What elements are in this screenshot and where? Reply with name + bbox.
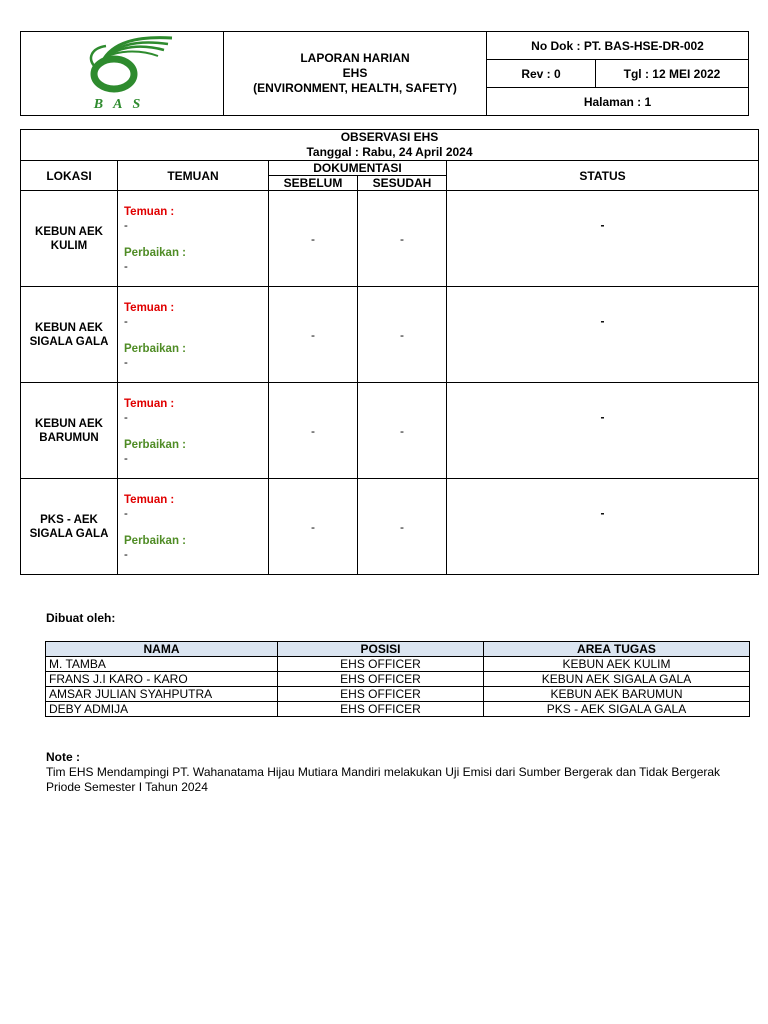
posisi-cell: EHS OFFICER <box>278 672 484 687</box>
location-cell: KEBUN AEK KULIM <box>21 191 118 287</box>
col-temuan: TEMUAN <box>118 161 269 191</box>
status-cell: - <box>447 287 759 383</box>
table-row <box>21 191 759 287</box>
finding-cell <box>118 191 269 287</box>
posisi-cell: EHS OFFICER <box>278 657 484 672</box>
nama-cell: FRANS J.I KARO - KARO <box>46 672 278 687</box>
area-cell: PKS - AEK SIGALA GALA <box>484 702 750 717</box>
observation-table <box>20 129 759 575</box>
table-row <box>21 479 759 575</box>
table-row <box>21 287 759 383</box>
table-row <box>21 383 759 479</box>
sebelum-cell: - <box>269 479 358 575</box>
sesudah-cell: - <box>358 191 447 287</box>
finding-cell <box>118 287 269 383</box>
perbaikan-value: - <box>124 261 128 273</box>
title-line-3: (ENVIRONMENT, HEALTH, SAFETY) <box>253 81 457 95</box>
revision: Rev : 0 <box>487 60 596 88</box>
temuan-value: - <box>124 220 128 232</box>
table-row <box>46 702 750 717</box>
company-logo <box>62 32 182 112</box>
posisi-cell: EHS OFFICER <box>278 687 484 702</box>
sebelum-cell: - <box>269 383 358 479</box>
col-nama: NAMA <box>46 642 278 657</box>
title-line-2: EHS <box>342 66 368 80</box>
sebelum-cell: - <box>269 287 358 383</box>
nama-cell: DEBY ADMIJA <box>46 702 278 717</box>
area-cell: KEBUN AEK KULIM <box>484 657 750 672</box>
perbaikan-value: - <box>124 453 128 465</box>
col-sebelum: SEBELUM <box>269 176 358 191</box>
signatory-header-row <box>46 642 750 657</box>
status-cell: - <box>447 479 759 575</box>
sebelum-cell: - <box>269 191 358 287</box>
status-cell: - <box>447 191 759 287</box>
col-posisi: POSISI <box>278 642 484 657</box>
table-row <box>46 657 750 672</box>
sesudah-cell: - <box>358 479 447 575</box>
logo-text: BAS <box>93 97 151 112</box>
logo-cell <box>21 32 224 116</box>
finding-cell <box>118 383 269 479</box>
doc-date: Tgl : 12 MEI 2022 <box>596 60 749 88</box>
title-line-1: LAPORAN HARIAN <box>300 51 410 65</box>
location-cell: KEBUN AEK SIGALA GALA <box>21 287 118 383</box>
perbaikan-label: Perbaikan : <box>124 535 186 547</box>
nama-cell: M. TAMBA <box>46 657 278 672</box>
temuan-label: Temuan : <box>124 494 175 506</box>
perbaikan-value: - <box>124 357 128 369</box>
perbaikan-label: Perbaikan : <box>124 247 186 259</box>
perbaikan-label: Perbaikan : <box>124 439 186 451</box>
col-dokumentasi: DOKUMENTASI <box>269 161 447 176</box>
perbaikan-label: Perbaikan : <box>124 343 186 355</box>
sesudah-cell: - <box>358 383 447 479</box>
temuan-label: Temuan : <box>124 206 175 218</box>
area-cell: KEBUN AEK BARUMUN <box>484 687 750 702</box>
note-text: Tim EHS Mendampingi PT. Wahanatama Hijau Mutiara Mandiri melakukan Uji Emisi dari Sumber Bergerak dan Tidak Bergerak Priode Semester I Tahun 2024 <box>46 765 721 794</box>
col-area-tugas: AREA TUGAS <box>484 642 750 657</box>
observation-title: OBSERVASI EHS <box>340 130 439 144</box>
sesudah-cell: - <box>358 287 447 383</box>
report-title <box>224 32 487 116</box>
page-number: Halaman : 1 <box>487 88 749 116</box>
temuan-value: - <box>124 508 128 520</box>
nama-cell: AMSAR JULIAN SYAHPUTRA <box>46 687 278 702</box>
table-row <box>46 687 750 702</box>
col-lokasi: LOKASI <box>21 161 118 191</box>
observation-heading <box>21 130 759 161</box>
temuan-label: Temuan : <box>124 398 175 410</box>
posisi-cell: EHS OFFICER <box>278 702 484 717</box>
document-header <box>20 31 749 116</box>
observation-date: Tanggal : Rabu, 24 April 2024 <box>306 145 473 159</box>
location-cell: KEBUN AEK BARUMUN <box>21 383 118 479</box>
temuan-label: Temuan : <box>124 302 175 314</box>
note-title: Note : <box>46 750 80 764</box>
perbaikan-value: - <box>124 549 128 561</box>
dibuat-oleh-label: Dibuat oleh: <box>46 611 116 625</box>
temuan-value: - <box>124 412 128 424</box>
status-cell: - <box>447 383 759 479</box>
temuan-value: - <box>124 316 128 328</box>
signatory-table <box>45 641 750 717</box>
col-sesudah: SESUDAH <box>358 176 447 191</box>
location-cell: PKS - AEK SIGALA GALA <box>21 479 118 575</box>
finding-cell <box>118 479 269 575</box>
doc-number: No Dok : PT. BAS-HSE-DR-002 <box>487 32 749 60</box>
table-row <box>46 672 750 687</box>
area-cell: KEBUN AEK SIGALA GALA <box>484 672 750 687</box>
col-status: STATUS <box>447 161 759 191</box>
